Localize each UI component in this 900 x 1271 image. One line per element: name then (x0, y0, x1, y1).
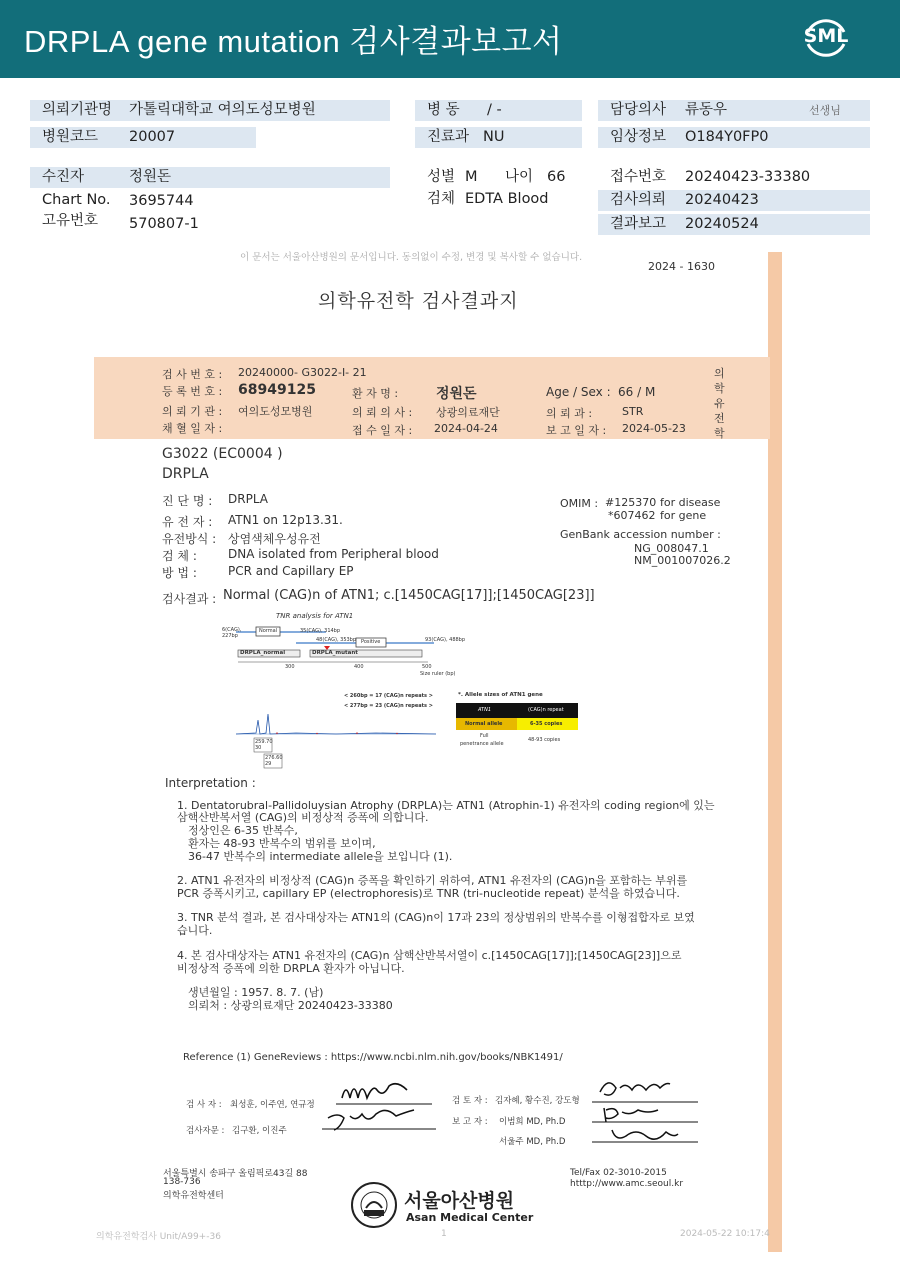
reporter-label: 보 고 자 : (452, 1117, 488, 1127)
footer-page: 1 (441, 1229, 447, 1239)
band-recv-label: 접 수 일 자 : (352, 424, 413, 437)
peak-1-size: 259.70 (255, 739, 273, 745)
doctor-row (598, 100, 870, 121)
contact-web: htttp://www.amc.seoul.kr (570, 1179, 684, 1189)
interp-line-1: 1. Dentatorubral-Pallidoluysian Atrophy (DRPLA)는 ATN1 (Atrophin-1) 유전자의 coding region에 있는 (177, 799, 715, 812)
interp-line-2: 삼핵산반복서열 (CAG)의 비정상적 증폭에 의합니다. (177, 811, 429, 824)
band-report: 2024-05-23 (622, 422, 686, 435)
gene-label: 유 전 자 : (162, 515, 213, 529)
spec-label: 검 체 : (162, 549, 197, 563)
band-req-dept-label: 의 뢰 과 : (546, 407, 593, 420)
peak-note-1: < 260bp = 17 (CAG)n repeats > (344, 693, 433, 699)
reviewer-names: 김자혜, 황수진, 강도형 (495, 1096, 580, 1106)
allele-table-title: *. Allele sizes of ATN1 gene (458, 692, 543, 698)
peak-note-2: < 277bp = 23 (CAG)n repeats > (344, 703, 433, 709)
method-value: PCR and Capillary EP (228, 564, 354, 578)
report-header (0, 0, 900, 78)
dept-label: 진료과 (427, 129, 470, 145)
tnr-ruler: Size ruler (bp) (420, 671, 456, 677)
band-req-inst-label: 의 뢰 기 관 : (162, 405, 223, 418)
omim-gene: *607462 (608, 509, 656, 522)
scan-title: 의학유전학 검사결과지 (318, 290, 519, 312)
interp-line-8: 3. TNR 분석 결과, 본 검사대상자는 ATN1의 (CAG)n이 17과 23의 정상범위의 반복수를 이형접합자로 보였 (177, 911, 695, 924)
dept-row (415, 127, 582, 148)
diag-value: DRPLA (228, 492, 268, 506)
band-req-doc-label: 의 뢰 의 사 : (352, 406, 413, 419)
specimen-value: EDTA Blood (465, 191, 549, 207)
test-name: DRPLA (162, 466, 209, 482)
allele-th-repeat: (CAG)n repeat (528, 707, 564, 713)
order-label: 검사의뢰 (610, 192, 667, 208)
tnr-227bp: 227bp (222, 633, 238, 639)
interp-line-11: 비정상적 증폭에 의한 DRPLA 환자가 아닙니다. (177, 962, 405, 975)
allele-normal: Normal allele (465, 721, 503, 727)
inherit-value: 상염색체우성유전 (228, 532, 321, 546)
band-reg-no-label: 등 록 번 호 : (162, 385, 223, 398)
result-value: Normal (CAG)n of ATN1; c.[1450CAG[17]];[1450CAG[23]] (223, 588, 595, 603)
band-collect-label: 채 혈 일 자 : (162, 422, 223, 435)
omim-disease-note: for disease (660, 496, 721, 509)
tnr-48cag: 48(CAG), 353bp (316, 637, 357, 643)
band-agesex-label: Age / Sex : (546, 385, 611, 399)
advisor-names: 김구환, 이진주 (232, 1126, 287, 1136)
interp-line-3: 정상인은 6-35 반복수, (188, 824, 298, 837)
peak-2-height: 29 (265, 761, 272, 767)
clinical-row (598, 127, 870, 148)
band-patient-label: 환 자 명 : (352, 387, 399, 400)
tnr-35cag: 35(CAG), 314bp (300, 628, 341, 634)
peak-2-size: 276.60 (265, 755, 283, 761)
dept-value: NU (483, 129, 505, 145)
interp-line-5: 36-47 반복수의 intermediate allele을 보입니다 (1). (188, 850, 453, 863)
sml-logo-text: SML (803, 25, 849, 47)
band-patient: 정원돈 (436, 386, 477, 402)
band-report-label: 보 고 일 자 : (546, 424, 607, 437)
hosp-code-row (30, 127, 256, 148)
hospital-name-kr: 서울아산병원 (404, 1190, 515, 1212)
omim-disease: #125370 (605, 496, 657, 509)
interp-line-10: 4. 본 검사대상자는 ATN1 유전자의 (CAG)n 삼핵산반복서열이 c.[1450CAG[17]];[1450CAG[23]]으로 (177, 949, 682, 962)
tnr-tick-300: 300 (285, 664, 295, 670)
allele-normal-range: 6-35 copies (530, 721, 563, 727)
doctor-value: 류동우 (685, 102, 728, 118)
genbank-1: NG_008047.1 (634, 542, 709, 555)
ward-row (415, 100, 582, 121)
chart-value: 3695744 (129, 193, 194, 209)
reference: Reference (1) GeneReviews : https://www.ncbi.nlm.nih.gov/books/NBK1491/ (183, 1052, 563, 1063)
examiner-label: 검 사 자 : (186, 1100, 222, 1110)
hosp-code-label: 병원코드 (42, 129, 99, 145)
peak-1-height: 30 (255, 745, 262, 751)
interp-referrer: 의뢰처 : 상광의료재단 20240423-33380 (188, 999, 393, 1012)
advisor-label: 검사자문 : (186, 1126, 225, 1136)
band-exam-no: 20240000- G3022-I- 21 (238, 366, 367, 379)
band-req-dept: STR (622, 405, 644, 418)
sex-value: M (465, 169, 478, 185)
patient-label: 수진자 (42, 169, 85, 185)
band-reg-no: 68949125 (238, 382, 316, 398)
tnr-title: TNR analysis for ATN1 (276, 612, 354, 620)
ward-label: 병 동 (427, 102, 460, 118)
uid-label: 고유번호 (42, 213, 99, 229)
address-1: 서울특별시 송파구 올림픽로43길 88 (163, 1169, 308, 1179)
report-row (598, 214, 870, 235)
clinical-label: 임상정보 (610, 129, 667, 145)
method-label: 방 법 : (162, 566, 197, 580)
report-title: DRPLA gene mutation 검사결과보고서 (24, 24, 563, 59)
address-2: 138-736 (163, 1177, 201, 1187)
order-row (598, 190, 870, 211)
band-exam-no-label: 검 사 번 호 : (162, 368, 223, 381)
recv-label: 접수번호 (610, 169, 667, 185)
reporter-2: 서울주 MD, Ph.D (499, 1137, 566, 1147)
allele-full-a: Full (480, 733, 489, 739)
specimen-label: 검체 (427, 191, 456, 207)
band-recv: 2024-04-24 (434, 422, 498, 435)
age-value: 66 (547, 169, 566, 185)
tnr-tick-500: 500 (422, 664, 432, 670)
interp-title: Interpretation : (165, 776, 256, 790)
scan-doc-no: 2024 - 1630 (648, 260, 715, 273)
allele-table (456, 703, 578, 750)
spec-value: DNA isolated from Peripheral blood (228, 547, 439, 561)
sex-label: 성별 (427, 169, 456, 185)
address-3: 의학유전학센터 (163, 1191, 224, 1201)
examiner-signature (320, 1074, 440, 1136)
req-inst-row (30, 100, 390, 121)
hosp-code-value: 20007 (129, 129, 176, 145)
scan-edge-strip (768, 252, 782, 1252)
test-code: G3022 (EC0004 ) (162, 446, 283, 462)
result-label: 검사결과 : (162, 592, 217, 606)
reviewer-label: 검 토 자 : (452, 1096, 488, 1106)
tnr-bar-normal: DRPLA_normal (240, 650, 286, 656)
contact-tel: Tel/Fax 02-3010-2015 (570, 1168, 667, 1178)
band-req-doc: 상광의료재단 (436, 406, 500, 419)
patient-row (30, 167, 390, 188)
tnr-normal-box: Normal (259, 628, 278, 634)
recv-value: 20240423-33380 (685, 169, 811, 185)
tnr-positive-box: Positive (361, 639, 381, 645)
req-inst-label: 의뢰기관명 (42, 102, 113, 118)
chart-label: Chart No. (42, 192, 111, 208)
omim-gene-note: for gene (660, 509, 707, 522)
reporter-1: 이범희 MD, Ph.D (499, 1117, 566, 1127)
diag-label: 진 단 명 : (162, 494, 213, 508)
inherit-label: 유전방식 : (162, 532, 217, 546)
doctor-suffix: 선생님 (809, 104, 841, 117)
uid-value: 570807-1 (129, 216, 199, 232)
interp-birth: 생년월일 : 1957. 8. 7. (남) (188, 986, 324, 999)
tnr-bar-mutant: DRPLA_mutant (312, 650, 358, 656)
interp-line-6: 2. ATN1 유전자의 비정상적 (CAG)n 증폭을 확인하기 위하여, ATN1 유전자의 (CAG)n을 포함하는 부위를 (177, 874, 688, 887)
scan-notice: 이 문서는 서울아산병원의 문서입니다. 동의없이 수정, 변경 및 복사할 수 없습니다. (240, 252, 583, 263)
clinical-value: O184Y0FP0 (685, 129, 769, 145)
age-label: 나이 (505, 169, 534, 185)
reviewer-signatures (588, 1072, 700, 1148)
report-value: 20240524 (685, 216, 759, 232)
tnr-tick-400: 400 (354, 664, 364, 670)
band-agesex: 66 / M (618, 385, 656, 399)
tnr-93cag: 93(CAG), 488bp (425, 637, 466, 643)
interp-line-4: 환자는 48-93 반복수의 범위를 보이며, (188, 837, 376, 850)
band-req-inst: 여의도성모병원 (238, 405, 313, 418)
doctor-label: 담당의사 (610, 102, 667, 118)
genbank-2: NM_001007026.2 (634, 554, 731, 567)
footer-date: 2024-05-22 10:17:4 (680, 1229, 770, 1239)
footer-unit: 의학유전학검사 Unit/A99+-36 (96, 1232, 221, 1242)
interp-line-7: PCR 증폭시키고, capillary EP (electrophoresis)로 TNR (tri-nucleotide repeat) 분석을 하였습니다. (177, 887, 680, 900)
report-label: 결과보고 (610, 216, 667, 232)
order-value: 20240423 (685, 192, 759, 208)
genbank-label: GenBank accession number : (560, 528, 721, 541)
interp-line-9: 습니다. (177, 924, 213, 937)
req-inst-value: 가톨릭대학교 여의도성모병원 (129, 102, 316, 118)
asan-foundation-seal-icon (349, 1180, 399, 1230)
sml-logo (800, 12, 852, 64)
omim-label: OMIM : (560, 497, 599, 510)
gene-value: ATN1 on 12p13.31. (228, 513, 343, 527)
allele-full-range: 48-93 copies (528, 737, 561, 743)
allele-full-b: penetrance allele (460, 741, 504, 747)
patient-value: 정원돈 (129, 169, 172, 185)
tnr-6cag: 6(CAG), (222, 627, 242, 633)
ward-value: / - (487, 102, 502, 118)
hospital-name-en: Asan Medical Center (406, 1211, 534, 1224)
allele-th-gene: ATN1 (478, 707, 492, 713)
examiner-names: 최성훈, 이주연, 연규정 (230, 1100, 315, 1110)
band-side-label: 의학유전학 (714, 367, 725, 440)
